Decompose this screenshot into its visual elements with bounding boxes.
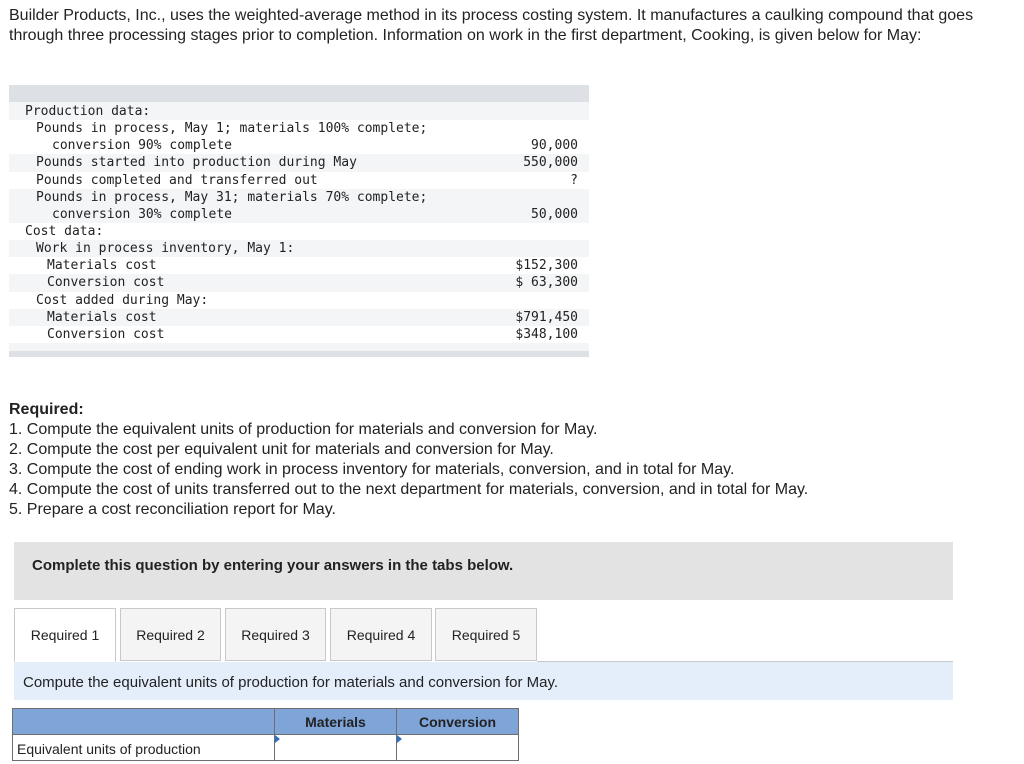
instruction-banner: Complete this question by entering your answers in the tabs below. <box>14 542 953 600</box>
tab-required-2[interactable]: Required 2 <box>120 608 221 661</box>
data-row-label: Cost added during May: <box>9 292 468 309</box>
tab-prompt: Compute the equivalent units of production for materials and conversion for May. <box>14 662 953 700</box>
required-item-2: 2. Compute the cost per equivalent unit for materials and conversion for May. <box>9 441 554 458</box>
input-flag-icon <box>397 735 402 743</box>
answer-header-conversion: Conversion <box>397 709 519 735</box>
required-item-1: 1. Compute the equivalent units of production for materials and conversion for May. <box>9 421 598 438</box>
data-row-value <box>468 240 589 257</box>
data-row-value: $ 63,300 <box>515 275 578 291</box>
data-row <box>9 326 589 343</box>
data-row-label: conversion 30% complete <box>52 206 233 222</box>
data-row-label: Cost data: <box>9 223 468 240</box>
data-row-label: Materials cost <box>47 309 157 325</box>
data-row-value: $348,100 <box>468 326 589 343</box>
answer-table <box>12 708 519 761</box>
input-flag-icon <box>275 735 280 743</box>
materials-cell <box>275 735 397 761</box>
data-row-label: Production data: <box>25 104 151 120</box>
data-row-label: conversion 90% complete <box>9 137 468 154</box>
data-row-value <box>468 223 589 240</box>
data-row-value <box>468 103 589 120</box>
data-row <box>9 206 589 223</box>
data-row <box>9 240 589 257</box>
data-row <box>9 189 589 206</box>
data-row <box>9 223 589 240</box>
problem-intro: Builder Products, Inc., uses the weighted-average method in its process costing system. It manufactures a caulking compound that goes through three processing stages prior to completion. Information on work in the first department, Cooking, is given below for May: <box>9 7 974 44</box>
data-row-value <box>468 292 589 309</box>
data-row <box>9 274 589 291</box>
required-item-5: 5. Prepare a cost reconciliation report for May. <box>9 501 336 518</box>
data-row-label: Pounds in process, May 1; materials 100% complete; <box>9 120 468 137</box>
data-row-label: Materials cost <box>9 257 468 274</box>
required-item-4: 4. Compute the cost of units transferred out to the next department for materials, conversion, and in total for May. <box>9 481 809 498</box>
data-row-label: Pounds completed and transferred out <box>9 172 468 189</box>
data-row-value: 90,000 <box>468 137 589 154</box>
tab-required-1[interactable]: Required 1 <box>14 608 116 662</box>
data-row-label: Conversion cost <box>9 326 468 343</box>
answer-row-label: Equivalent units of production <box>13 735 275 761</box>
data-row <box>9 137 589 154</box>
tab-required-3[interactable]: Required 3 <box>225 608 326 661</box>
data-row-value: ? <box>468 172 589 189</box>
data-row-label: Pounds in process, May 31; materials 70% complete; <box>36 189 428 205</box>
data-row-value: 50,000 <box>531 206 578 222</box>
data-row-label: Conversion cost <box>47 275 165 291</box>
tab-required-5[interactable]: Required 5 <box>435 608 537 661</box>
data-row-value: $152,300 <box>468 257 589 274</box>
data-row <box>9 292 589 309</box>
conversion-cell <box>397 735 519 761</box>
data-row <box>9 172 589 189</box>
tab-required-4[interactable]: Required 4 <box>330 608 432 661</box>
data-row-value <box>468 189 589 206</box>
answer-header-blank <box>13 709 275 735</box>
required-item-3: 3. Compute the cost of ending work in process inventory for materials, conversion, and in total for May. <box>9 461 735 478</box>
data-row <box>9 257 589 274</box>
data-row-label: Pounds started into production during May <box>36 155 357 171</box>
conversion-equivalent-units-input[interactable] <box>397 737 518 759</box>
data-row <box>9 154 589 171</box>
problem-data-table <box>9 103 589 343</box>
answer-header-materials: Materials <box>275 709 397 735</box>
data-row <box>9 103 589 120</box>
data-row <box>9 309 589 326</box>
required-title: Required: <box>9 401 84 418</box>
data-row-value <box>468 120 589 137</box>
data-row-label: Work in process inventory, May 1: <box>36 241 295 257</box>
required-section <box>9 400 1009 520</box>
data-row-value: $791,450 <box>515 309 578 325</box>
materials-equivalent-units-input[interactable] <box>275 737 396 759</box>
data-row-value: 550,000 <box>523 155 578 171</box>
data-row <box>9 120 589 137</box>
